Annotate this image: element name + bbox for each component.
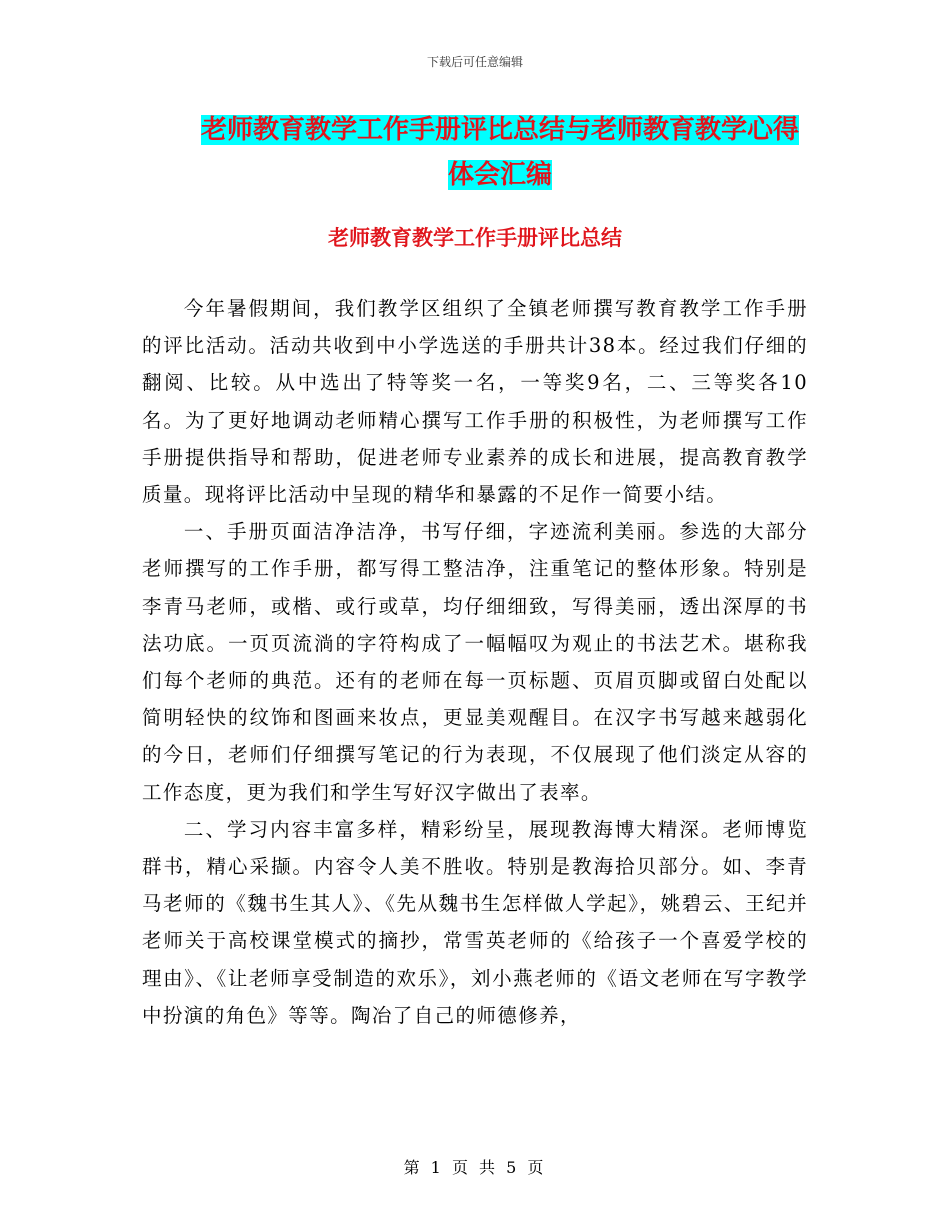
paragraph-point-two: 二、学习内容丰富多样，精彩纷呈，展现教海博大精深。老师博览群书，精心采撷。内容令人美不胜收。特别是教海拾贝部分。如、李青马老师的《魏书生其人》、《先从魏书生怎样做人学起》，姚碧云、王纪并老师关于高校课堂模式的摘抄，常雪英老师的《给孩子一个喜爱学校的理由》、《让老师享受制造的欢乐》，刘小燕老师的《语文老师在写字教学中扮演的角色》等等。陶冶了自己的师德修养， (142, 817, 808, 1027)
paragraph-intro: 今年暑假期间，我们教学区组织了全镇老师撰写教育教学工作手册的评比活动。活动共收到中小学选送的手册共计38本。经过我们仔细的翻阅、比较。从中选出了特等奖一名，一等奖9名，二、三等奖各10名。为了更好地调动老师精心撰写工作手册的积极性，为老师撰写工作手册提供指导和帮助，促进老师专业素养的成长和进展，提高教育教学质量。现将评比活动中呈现的精华和暴露的不足作一简要小结。 (142, 297, 808, 507)
body-text (142, 290, 808, 1034)
document-title-line-2: 体会汇编 (447, 160, 552, 190)
header-note: 下载后可任意编辑 (426, 55, 523, 69)
paragraph-point-one: 一、手册页面洁净洁净，书写仔细，字迹流利美丽。参选的大部分老师撰写的工作手册，都写得工整洁净，注重笔记的整体形象。特别是李青马老师，或楷、或行或草，均仔细细致，写得美丽，透出深厚的书法功底。一页页流淌的字符构成了一幅幅叹为观止的书法艺术。堪称我们每个老师的典范。还有的老师在每一页标题、页眉页脚或留白处配以简明轻快的纹饰和图画来妆点，更显美观醒目。在汉字书写越来越弱化的今日，老师们仔细撰写笔记的行为表现，不仅展现了他们淡定从容的工作态度，更为我们和学生写好汉字做出了表率。 (142, 520, 808, 804)
page-number-footer: 第 1 页 共 5 页 (403, 1158, 547, 1177)
section-title: 老师教育教学工作手册评比总结 (328, 226, 622, 250)
document-title (190, 108, 810, 198)
document-title-line-1: 老师教育教学工作手册评比总结与老师教育教学心得 (200, 115, 799, 145)
